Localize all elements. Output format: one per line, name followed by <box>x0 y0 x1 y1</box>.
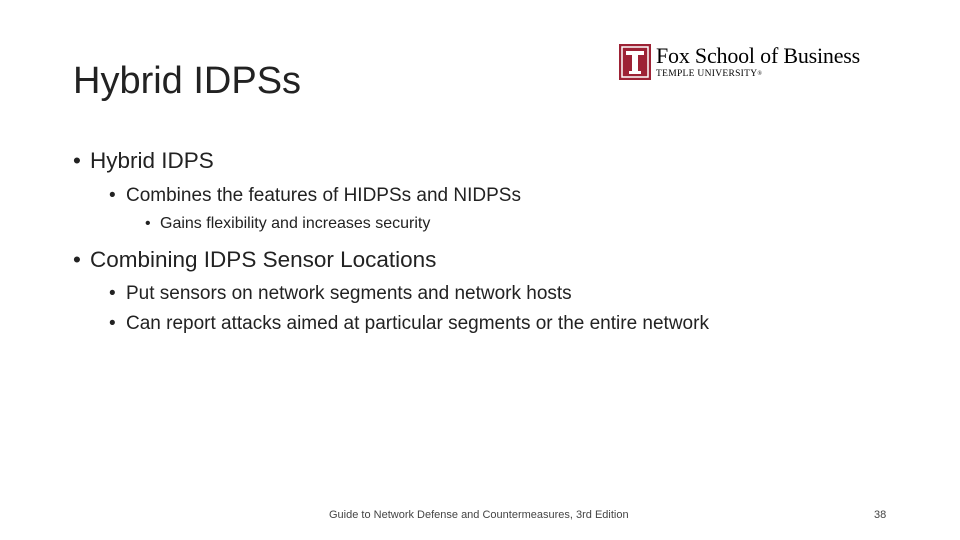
footer-text: Guide to Network Defense and Countermeasures, 3rd Edition <box>329 509 629 521</box>
bullet-text: Combines the features of HIDPSs and NIDPSs <box>126 185 521 206</box>
bullet-item <box>73 246 436 274</box>
bullet-text: Combining IDPS Sensor Locations <box>90 247 437 272</box>
bullet-dot: • <box>109 313 116 334</box>
bullet-text: Hybrid IDPS <box>90 148 214 173</box>
slide-title: Hybrid IDPSs <box>73 60 302 102</box>
bullet-item <box>109 184 521 208</box>
bullet-dot: • <box>109 185 116 206</box>
temple-t-icon <box>619 44 651 80</box>
logo-subtitle <box>656 68 762 80</box>
logo-name: Fox School of Business <box>656 43 861 68</box>
bullet-item <box>145 214 430 234</box>
bullet-item <box>109 312 709 336</box>
bullet-dot: • <box>109 283 116 304</box>
bullet-item <box>109 282 572 306</box>
bullet-dot: • <box>73 247 81 272</box>
fox-school-logo <box>619 44 885 84</box>
bullet-dot: • <box>145 215 151 232</box>
bullet-text: Can report attacks aimed at particular segments or the entire network <box>126 313 709 334</box>
registered-mark: ® <box>757 71 763 77</box>
bullet-dot: • <box>73 148 81 173</box>
page-number: 38 <box>874 509 887 521</box>
bullet-text: Gains flexibility and increases security <box>160 215 431 232</box>
bullet-item <box>73 147 214 175</box>
logo-subtitle-text: TEMPLE UNIVERSITY <box>656 69 758 79</box>
bullet-text: Put sensors on network segments and network hosts <box>126 283 572 304</box>
